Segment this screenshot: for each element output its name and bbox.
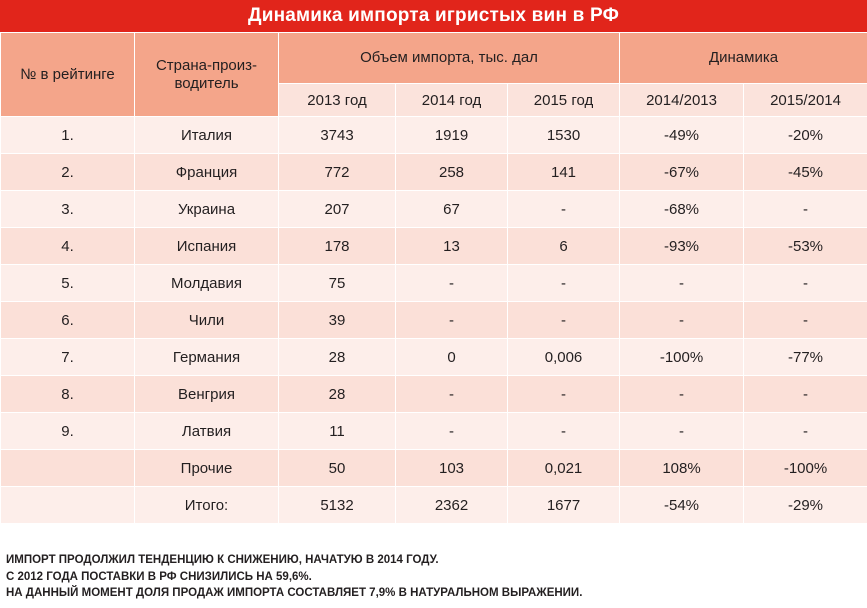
table-row [1,265,867,302]
cell-2015-2014: -45% [744,154,867,191]
cell-2014-2013: -54% [620,487,744,524]
cell-2014: 103 [396,450,508,487]
cell-rank: 4. [1,228,135,265]
cell-country: Украина [135,191,279,228]
cell-rank [1,450,135,487]
table-row [1,450,867,487]
cell-2014: - [396,265,508,302]
cell-rank: 6. [1,302,135,339]
cell-2014: - [396,302,508,339]
table-row [1,487,867,524]
cell-2015-2014: -77% [744,339,867,376]
table-body [1,117,867,524]
cell-2014-2013: -68% [620,191,744,228]
cell-2015: 141 [508,154,620,191]
cell-rank: 5. [1,265,135,302]
cell-rank: 3. [1,191,135,228]
cell-country: Итого: [135,487,279,524]
header-country: Страна-произ-водитель [135,33,279,117]
cell-country: Прочие [135,450,279,487]
cell-2015: 6 [508,228,620,265]
cell-2015-2014: - [744,413,867,450]
cell-2013: 178 [279,228,396,265]
cell-2015: 0,006 [508,339,620,376]
cell-2014-2013: -93% [620,228,744,265]
cell-2014-2013: - [620,413,744,450]
cell-2015-2014: - [744,302,867,339]
import-dynamics-table [0,32,867,524]
subheader-2015-2014: 2015/2014 [744,84,867,117]
cell-2015: - [508,376,620,413]
cell-country: Венгрия [135,376,279,413]
table-row [1,191,867,228]
table-row [1,228,867,265]
cell-2014-2013: 108% [620,450,744,487]
cell-2015: 1677 [508,487,620,524]
cell-2015-2014: - [744,191,867,228]
footnote-2: С 2012 ГОДА ПОСТАВКИ В РФ СНИЗИЛИСЬ НА 59,6%. [6,570,312,583]
cell-2013: 39 [279,302,396,339]
cell-2013: 11 [279,413,396,450]
subheader-2014-2013: 2014/2013 [620,84,744,117]
cell-rank: 1. [1,117,135,154]
cell-country: Италия [135,117,279,154]
cell-2015-2014: -20% [744,117,867,154]
cell-country: Чили [135,302,279,339]
table-row [1,413,867,450]
cell-country: Молдавия [135,265,279,302]
cell-2014: 67 [396,191,508,228]
footnote-3: НА ДАННЫЙ МОМЕНТ ДОЛЯ ПРОДАЖ ИМПОРТА СОСТАВЛЯЕТ 7,9% В НАТУРАЛЬНОМ ВЫРАЖЕНИИ. [6,587,583,600]
cell-2014-2013: - [620,376,744,413]
cell-2014: 258 [396,154,508,191]
cell-2013: 3743 [279,117,396,154]
subheader-2014: 2014 год [396,84,508,117]
table-header-group-row [1,33,867,84]
cell-rank: 9. [1,413,135,450]
cell-2013: 207 [279,191,396,228]
cell-country: Германия [135,339,279,376]
cell-2014: - [396,376,508,413]
cell-2013: 75 [279,265,396,302]
table-row [1,117,867,154]
cell-2015: - [508,191,620,228]
cell-country: Латвия [135,413,279,450]
table-row [1,376,867,413]
cell-2013: 5132 [279,487,396,524]
cell-2014: 0 [396,339,508,376]
cell-2014-2013: - [620,265,744,302]
header-dynamics: Динамика [620,33,867,84]
table-row [1,302,867,339]
cell-2014-2013: -49% [620,117,744,154]
cell-2015: - [508,413,620,450]
cell-2015-2014: - [744,376,867,413]
cell-2015: - [508,265,620,302]
page-title: Динамика импорта игристых вин в РФ [0,0,867,32]
cell-2013: 50 [279,450,396,487]
table-row [1,154,867,191]
cell-2014: - [396,413,508,450]
cell-rank: 8. [1,376,135,413]
cell-rank: 7. [1,339,135,376]
footnote-1: ИМПОРТ ПРОДОЛЖИЛ ТЕНДЕНЦИЮ К СНИЖЕНИЮ, НАЧАТУЮ В 2014 ГОДУ. [6,553,439,566]
cell-2013: 772 [279,154,396,191]
cell-2015: 0,021 [508,450,620,487]
cell-rank: 2. [1,154,135,191]
cell-country: Франция [135,154,279,191]
cell-2014-2013: - [620,302,744,339]
cell-rank [1,487,135,524]
subheader-2015: 2015 год [508,84,620,117]
cell-2013: 28 [279,376,396,413]
cell-2014: 2362 [396,487,508,524]
cell-2015-2014: -53% [744,228,867,265]
footnotes [0,546,867,608]
cell-2014: 13 [396,228,508,265]
table-header [1,33,867,117]
cell-2015: - [508,302,620,339]
cell-2015-2014: -100% [744,450,867,487]
header-rank: № в рейтинге [1,33,135,117]
subheader-2013: 2013 год [279,84,396,117]
header-import-volume: Объем импорта, тыс. дал [279,33,620,84]
cell-2015: 1530 [508,117,620,154]
cell-2014: 1919 [396,117,508,154]
cell-2015-2014: - [744,265,867,302]
cell-2015-2014: -29% [744,487,867,524]
table-row [1,339,867,376]
cell-2013: 28 [279,339,396,376]
cell-2014-2013: -100% [620,339,744,376]
cell-country: Испания [135,228,279,265]
cell-2014-2013: -67% [620,154,744,191]
